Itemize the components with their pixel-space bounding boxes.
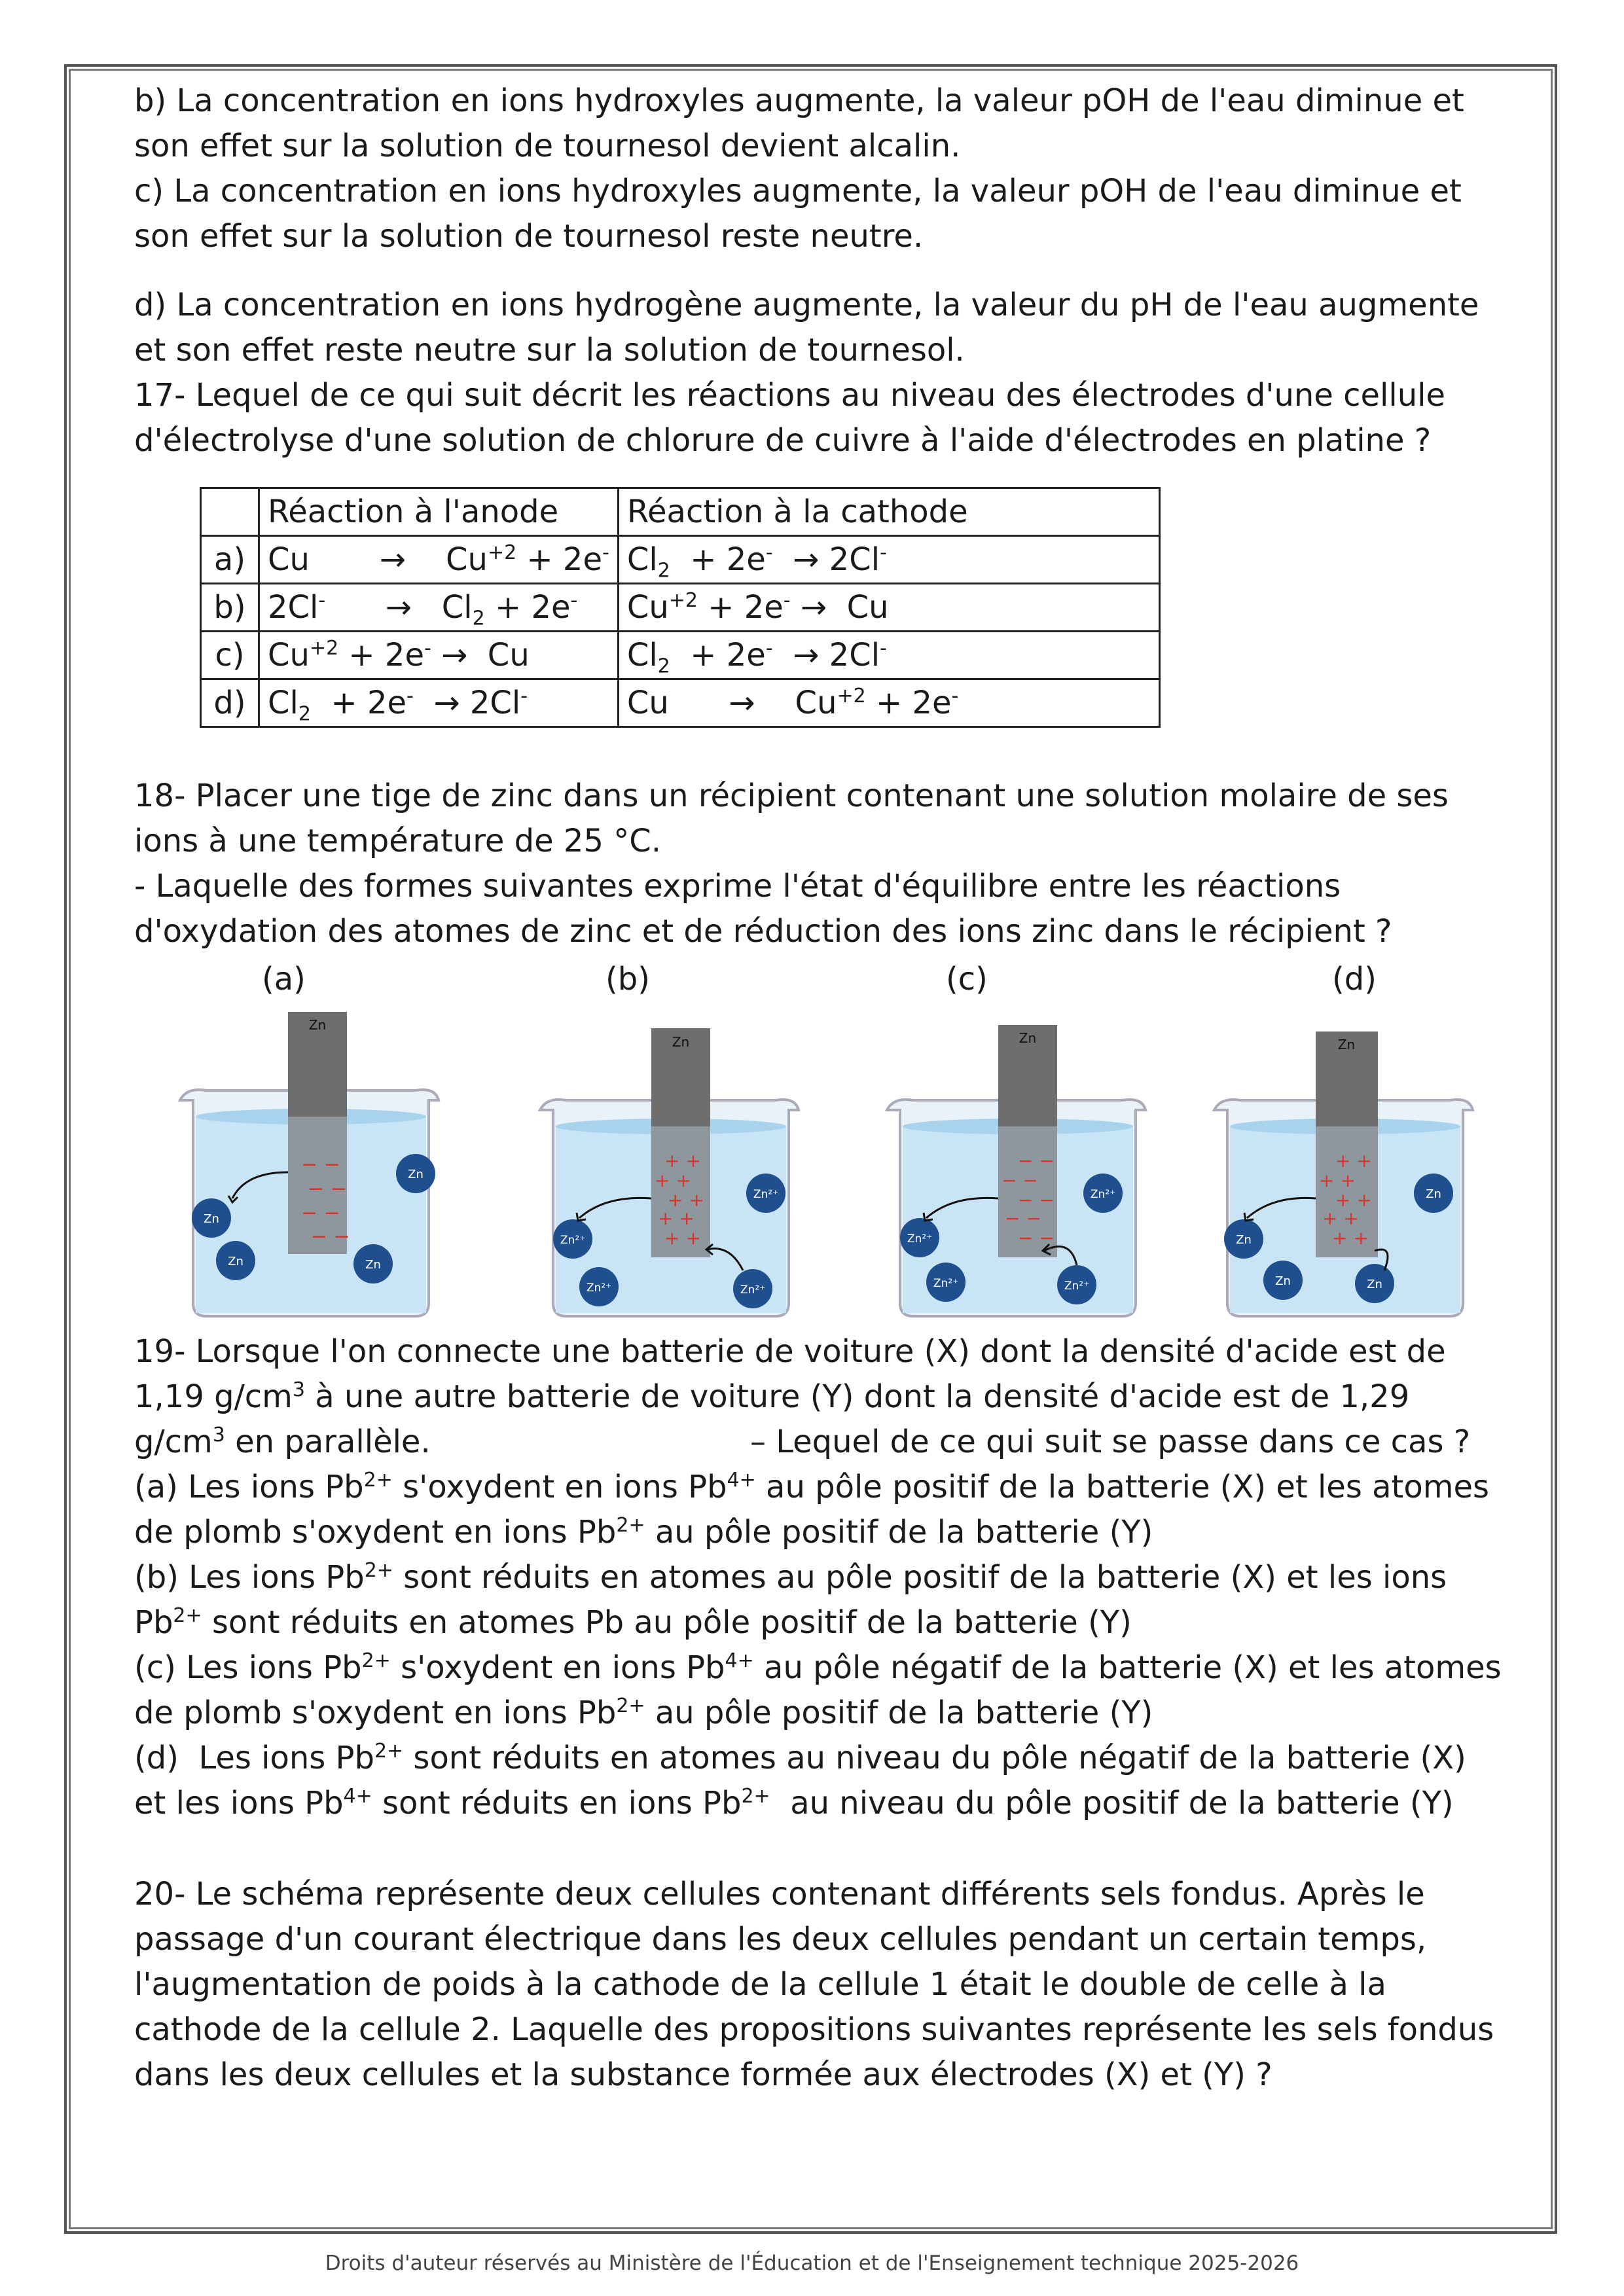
header-anode: Réaction à l'anode [259, 488, 619, 536]
svg-text:Zn: Zn [1367, 1278, 1382, 1291]
zinc-ion [579, 1267, 619, 1306]
exam-content [134, 79, 1502, 2098]
electrode-label: Zn [672, 1034, 690, 1050]
zinc-atom [353, 1244, 393, 1283]
table-row [201, 632, 1160, 679]
q16-option-d: d) La concentration en ions hydrogène augmente, la valeur du pH de l'eau augmente et son effet reste neutre sur la solution de tournesol. [134, 287, 1479, 368]
zinc-atom [1414, 1174, 1453, 1213]
q19-option-d: (d) Les ions $Pb^{2+}$ sont réduits en atomes au niveau du pôle négatif de la batterie (X) et les ions $Pb^{4+}$ sont réduits en ions $Pb^{2+}$ au niveau du pôle positif de la batterie (Y) [134, 1740, 1477, 1821]
zinc-atom [192, 1198, 231, 1238]
svg-text:Zn²⁺: Zn²⁺ [753, 1188, 779, 1201]
beaker-b-diagram [533, 1002, 808, 1323]
choice-b-label: (b) [605, 961, 650, 997]
q16-option-c: c) La concentration en ions hydroxyles augmente, la valeur pOH de l'eau diminue et son effet sur la solution de tournesol reste neutre. [134, 173, 1462, 255]
svg-text:− −: − − [311, 1225, 350, 1248]
svg-text:+ +: + + [658, 1208, 695, 1229]
copyright-footer: Droits d'auteur réservés au Ministère de l'Éducation et de l'Enseignement technique 2025-2026 [325, 2251, 1299, 2275]
svg-text:− −: − − [1018, 1150, 1055, 1172]
zinc-ion [900, 1218, 939, 1257]
cathode-reaction: $Cl_2 + 2e^- \to 2Cl^-$ [618, 632, 1159, 679]
zinc-ion [926, 1263, 965, 1302]
zinc-ion [733, 1269, 772, 1308]
svg-text:Zn: Zn [408, 1168, 424, 1181]
svg-text:− −: − − [1018, 1189, 1055, 1211]
svg-text:+ +: + + [1335, 1150, 1372, 1172]
svg-text:Zn: Zn [1236, 1233, 1252, 1247]
beaker-c-diagram [880, 1002, 1155, 1323]
table-row [201, 536, 1160, 584]
q20-question: 20- Le schéma représente deux cellules contenant différents sels fondus. Après le passage d'un courant électrique dans les deux cellules pendant un certain temps, l'augmentation de poids à la cathode de la cellule 1 était le double de celle à la cathode de la cellule 2. Laquelle des propositions suivantes représente les sels fondus dans les deux cellules et la substance formée aux électrodes (X) et (Y) ? [134, 1876, 1494, 2093]
table-row [201, 679, 1160, 727]
choice-c-label: (c) [946, 961, 988, 997]
svg-text:Zn: Zn [1275, 1274, 1291, 1288]
svg-text:Zn: Zn [1426, 1187, 1441, 1201]
row-label: b) [201, 584, 259, 632]
svg-text:Zn: Zn [204, 1212, 219, 1226]
row-label: c) [201, 632, 259, 679]
svg-text:− −: − − [301, 1202, 340, 1225]
zinc-ion [746, 1174, 785, 1213]
header-cathode: Réaction à la cathode [618, 488, 1159, 536]
svg-text:Zn²⁺: Zn²⁺ [740, 1283, 766, 1297]
zinc-atom [1263, 1261, 1303, 1300]
svg-text:+ +: + + [668, 1189, 704, 1211]
row-label: a) [201, 536, 259, 584]
table-header-row [201, 488, 1160, 536]
svg-text:+ +: + + [664, 1150, 701, 1172]
electrode-label: Zn [1019, 1030, 1037, 1046]
zinc-ion [553, 1219, 592, 1259]
svg-text:Zn²⁺: Zn²⁺ [560, 1234, 586, 1247]
cathode-reaction: $Cl_2 + 2e^- \to 2Cl^-$ [618, 536, 1159, 584]
svg-text:+ +: + + [655, 1170, 691, 1191]
q18-choice-labels [134, 957, 1502, 1002]
cathode-reaction: Cu → $Cu^{+2} + 2e^-$ [618, 679, 1159, 727]
q17-reaction-table [200, 487, 1161, 728]
q18-beaker-diagrams [134, 1002, 1502, 1329]
zinc-atom [1224, 1219, 1263, 1259]
beaker-d-diagram [1208, 1002, 1483, 1323]
svg-text:− −: − − [1018, 1227, 1055, 1249]
anode-reaction: 2Cl- → $Cl_2 + 2e^-$ [259, 584, 619, 632]
svg-text:+ +: + + [1319, 1170, 1356, 1191]
svg-text:Zn: Zn [365, 1258, 381, 1272]
choice-a-label: (a) [262, 961, 306, 997]
zinc-ion [1083, 1174, 1123, 1213]
choice-d-label: (d) [1332, 961, 1377, 997]
svg-text:− −: − − [1005, 1208, 1041, 1229]
q18-question-part1: 18- Placer une tige de zinc dans un récipient contenant une solution molaire de ses ions à une température de 25 °C. [134, 778, 1449, 859]
beaker-a-diagram [173, 1002, 448, 1323]
q19-option-b: (b) Les ions $Pb^{2+}$ sont réduits en atomes au pôle positif de la batterie (X) et les ions $Pb^{2+}$ sont réduits en atomes Pb au pôle positif de la batterie (Y) [134, 1559, 1447, 1641]
electrode-label: Zn [308, 1017, 327, 1033]
svg-text:− −: − − [308, 1177, 347, 1200]
svg-text:+ +: + + [1322, 1208, 1359, 1229]
q16-option-b: b) La concentration en ions hydroxyles augmente, la valeur pOH de l'eau diminue et son effet sur la solution de tournesol devient alcalin. [134, 82, 1464, 164]
q19-question: 19- Lorsque l'on connecte une batterie de voiture (X) dont la densité d'acide est de 1,19 $g/cm^3$ à une autre batterie de voiture (Y) dont la densité d'acide est de 1,29 $g/cm^3$ en parallèle. – Lequel de ce qui suit se passe dans ce cas ? [134, 1333, 1471, 1460]
svg-text:+ +: + + [1335, 1189, 1372, 1211]
zinc-ion [1057, 1265, 1096, 1304]
zinc-atom [396, 1154, 435, 1193]
q18-question-part2: - Laquelle des formes suivantes exprime l'état d'équilibre entre les réactions d'oxydation des atomes de zinc et de réduction des ions zinc dans le récipient ? [134, 868, 1392, 950]
table-row [201, 584, 1160, 632]
svg-text:− −: − − [301, 1153, 340, 1176]
cathode-reaction: $Cu^{+2} + 2e^- \to Cu$ [618, 584, 1159, 632]
q19-option-c: (c) Les ions $Pb^{2+}$ s'oxydent en ions $Pb^{4+}$ au pôle négatif de la batterie (X) et les atomes de plomb s'oxydent en ions $Pb^{2+}$ au pôle positif de la batterie (Y) [134, 1649, 1502, 1731]
svg-text:+ +: + + [664, 1227, 701, 1249]
q19-option-a: (a) Les ions $Pb^{2+}$ s'oxydent en ions $Pb^{4+}$ au pôle positif de la batterie (X) et les atomes de plomb s'oxydent en ions $Pb^{2+}$ au pôle positif de la batterie (Y) [134, 1469, 1489, 1551]
svg-text:Zn²⁺: Zn²⁺ [933, 1277, 959, 1290]
svg-text:Zn²⁺: Zn²⁺ [586, 1282, 612, 1295]
zinc-atom [1355, 1264, 1394, 1303]
svg-text:Zn²⁺: Zn²⁺ [1064, 1280, 1090, 1293]
svg-text:+ +: + + [1332, 1227, 1369, 1249]
zinc-atom [216, 1241, 255, 1280]
row-label: d) [201, 679, 259, 727]
anode-reaction: $Cl_2 + 2e^- \to 2Cl^-$ [259, 679, 619, 727]
svg-text:Zn²⁺: Zn²⁺ [1090, 1188, 1116, 1201]
svg-text:Zn: Zn [228, 1255, 244, 1268]
q17-question: 17- Lequel de ce qui suit décrit les réactions au niveau des électrodes d'une cellule d'électrolyse d'une solution de chlorure de cuivre à l'aide d'électrodes en platine ? [134, 377, 1446, 459]
svg-text:Zn²⁺: Zn²⁺ [907, 1232, 933, 1246]
table-corner [201, 488, 259, 536]
svg-text:− −: − − [1001, 1170, 1038, 1191]
anode-reaction: $Cu^{+2} + 2e^- \to Cu$ [259, 632, 619, 679]
anode-reaction: Cu → $Cu^{+2} + 2e^-$ [259, 536, 619, 584]
electrode-label: Zn [1337, 1037, 1356, 1052]
